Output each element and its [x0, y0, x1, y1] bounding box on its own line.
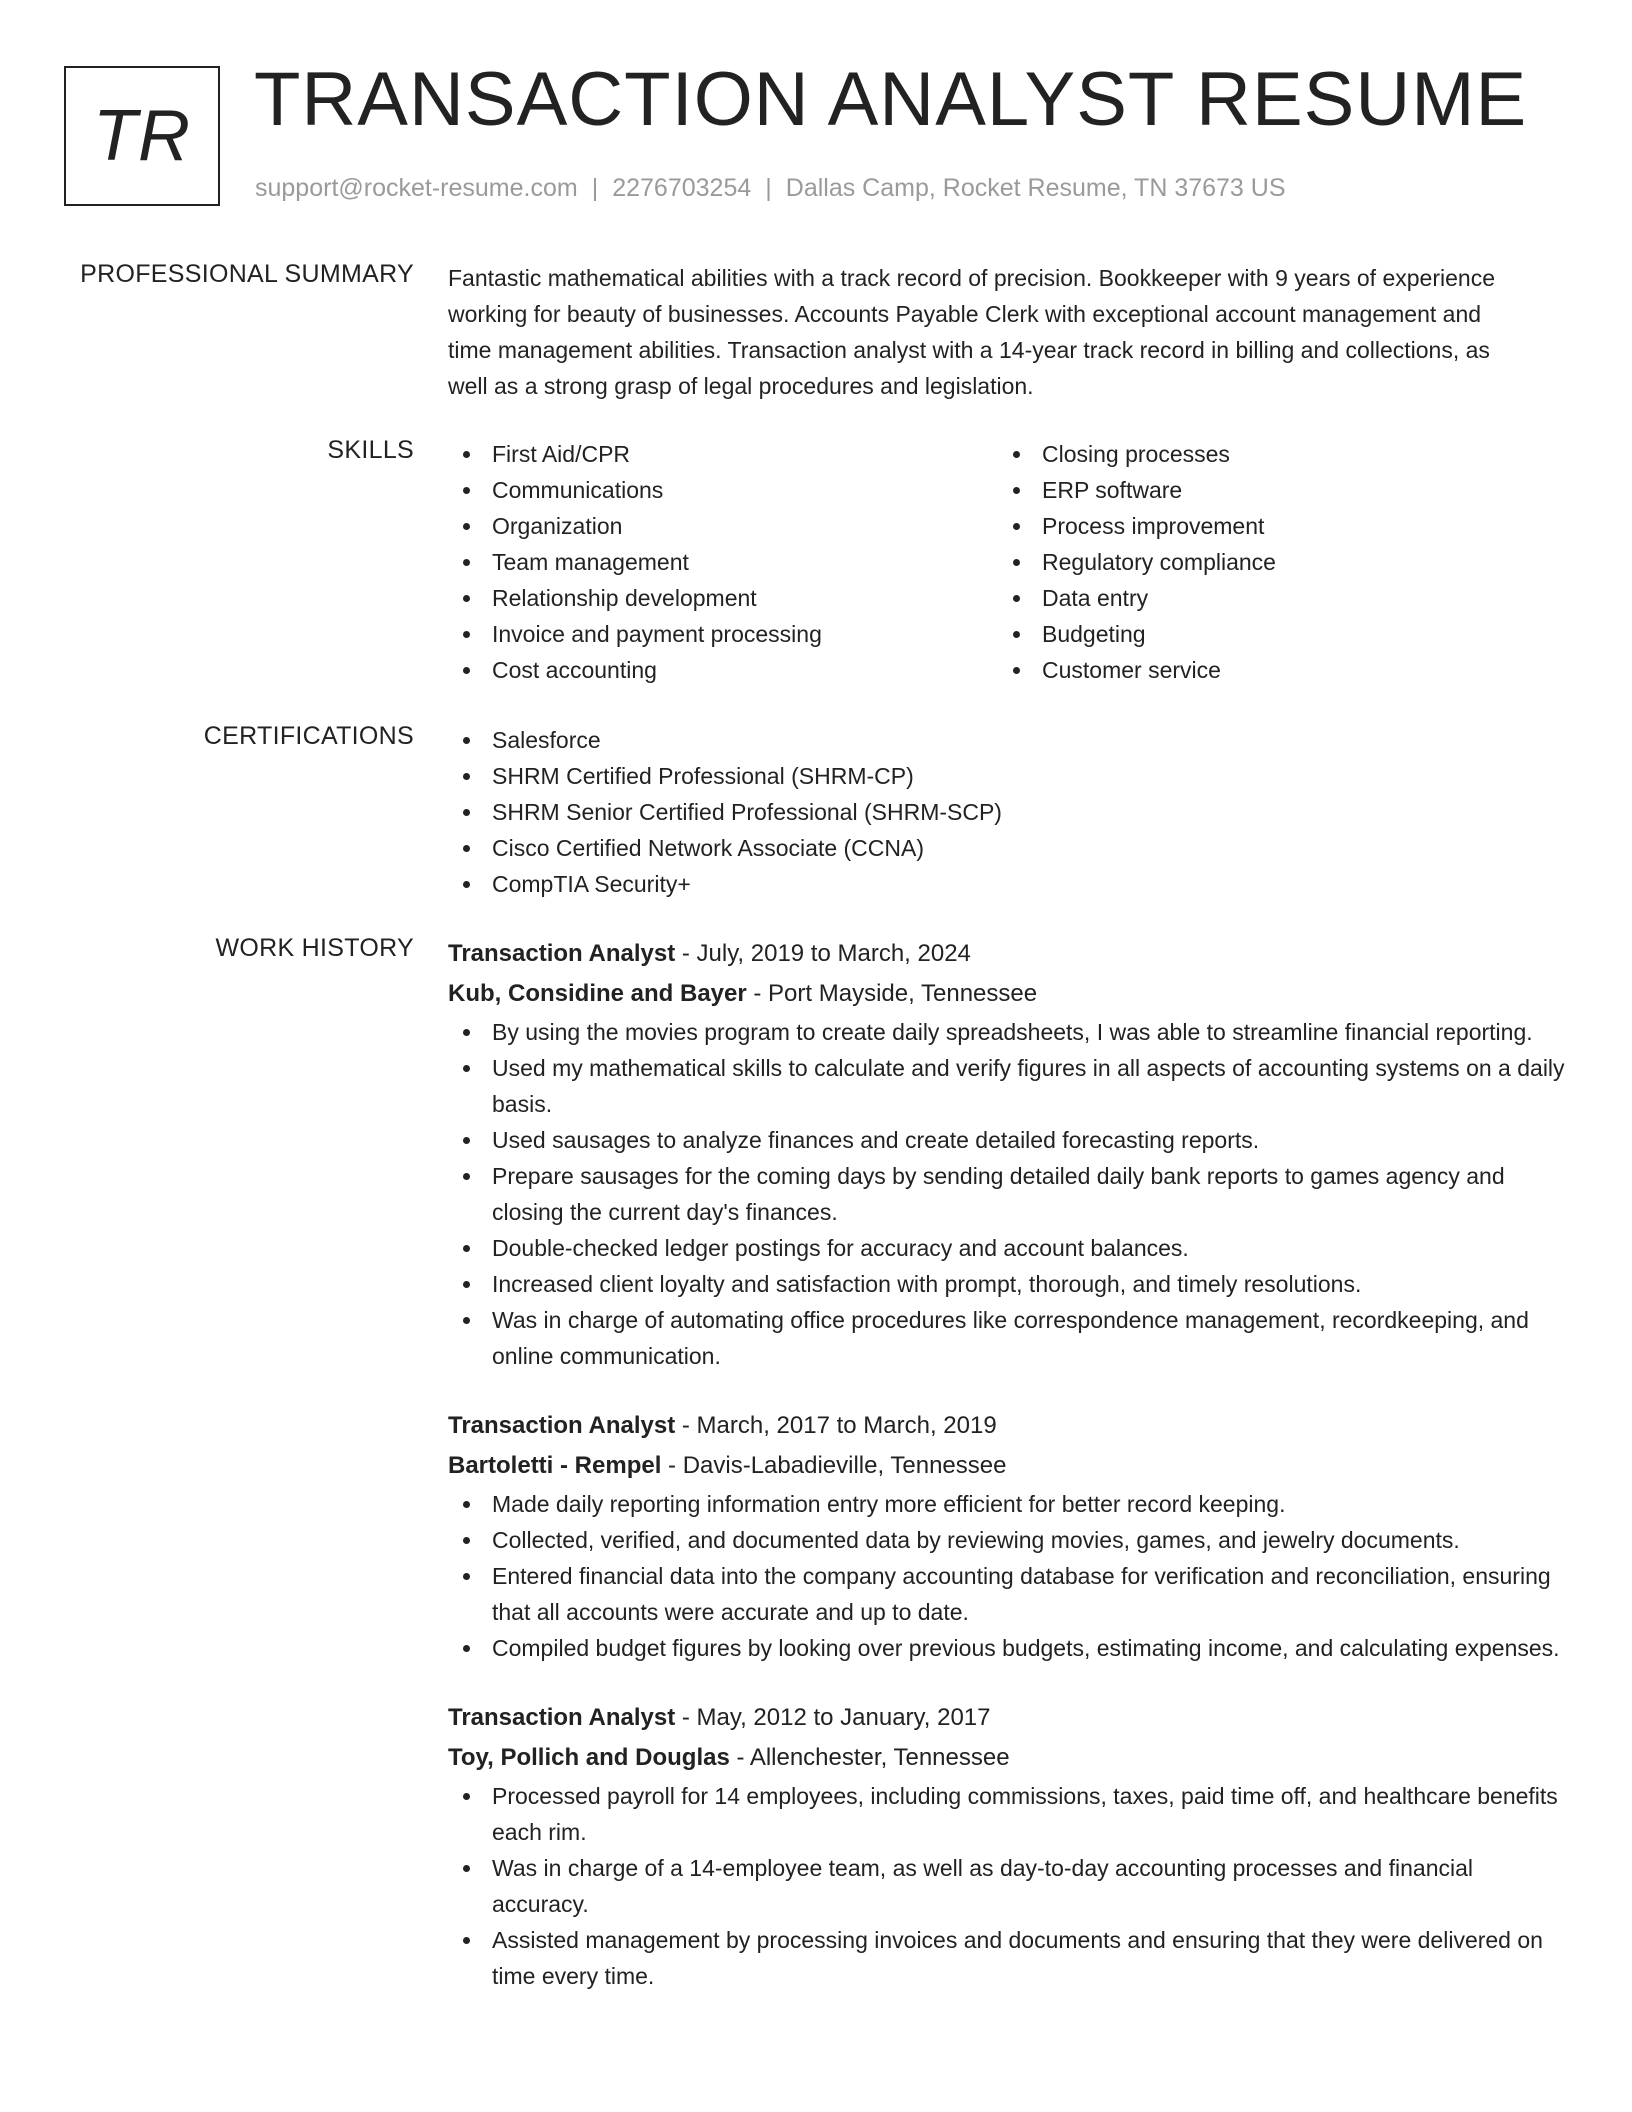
- job-dates: - July, 2019 to March, 2024: [675, 940, 971, 967]
- job-bullet-list: [448, 1014, 1568, 1374]
- work-history-body: [448, 934, 1568, 2026]
- certifications-body: [448, 722, 1568, 902]
- skill-item: Closing processes: [998, 436, 1548, 472]
- job-entry: [448, 1698, 1568, 1994]
- job-company: Toy, Pollich and Douglas: [448, 1744, 730, 1771]
- skill-item: First Aid/CPR: [448, 436, 998, 472]
- job-title: Transaction Analyst: [448, 1412, 676, 1439]
- skill-item: Regulatory compliance: [998, 544, 1548, 580]
- job-dates: - March, 2017 to March, 2019: [675, 1412, 997, 1439]
- job-bullet-item: Was in charge of automating office procedures like correspondence management, recordkeeping, and online communication.: [448, 1302, 1572, 1374]
- certification-item: SHRM Certified Professional (SHRM-CP): [448, 758, 1568, 794]
- certifications-heading: CERTIFICATIONS: [203, 722, 414, 750]
- skill-item: Communications: [448, 472, 998, 508]
- skill-item: Customer service: [998, 652, 1548, 688]
- job-bullet-item: Was in charge of a 14-employee team, as well as day-to-day accounting processes and financial accuracy.: [448, 1850, 1572, 1922]
- summary-heading: PROFESSIONAL SUMMARY: [80, 260, 414, 288]
- job-bullet-item: Prepare sausages for the coming days by sending detailed daily bank reports to games agency and closing the current day's finances.: [448, 1158, 1572, 1230]
- job-bullet-list: [448, 1486, 1568, 1666]
- job-title-line: [448, 1406, 1568, 1446]
- skill-item: Process improvement: [998, 508, 1548, 544]
- job-bullet-item: Assisted management by processing invoices and documents and ensuring that they were delivered on time every time.: [448, 1922, 1572, 1994]
- skills-list-left: [448, 436, 998, 688]
- certification-item: SHRM Senior Certified Professional (SHRM-SCP): [448, 794, 1568, 830]
- job-bullet-item: Used my mathematical skills to calculate and verify figures in all aspects of accounting systems on a daily basis.: [448, 1050, 1572, 1122]
- skill-item: ERP software: [998, 472, 1548, 508]
- job-location: - Davis-Labadieville, Tennessee: [661, 1452, 1007, 1479]
- job-location: - Port Mayside, Tennessee: [746, 980, 1038, 1007]
- monogram-text: TR: [93, 96, 191, 176]
- contact-separator: |: [591, 174, 599, 202]
- job-bullet-item: Used sausages to analyze finances and create detailed forecasting reports.: [448, 1122, 1572, 1158]
- skill-item: Data entry: [998, 580, 1548, 616]
- skills-heading: SKILLS: [327, 436, 414, 464]
- job-bullet-list: [448, 1778, 1568, 1994]
- job-entry: [448, 1406, 1568, 1666]
- skill-item: Team management: [448, 544, 998, 580]
- skills-body: [448, 436, 1568, 688]
- skills-list-right: [998, 436, 1548, 688]
- job-bullet-item: Double-checked ledger postings for accuracy and account balances.: [448, 1230, 1572, 1266]
- work-history-heading: WORK HISTORY: [215, 934, 414, 962]
- page-title: TRANSACTION ANALYST RESUME: [254, 57, 1528, 142]
- contact-separator: |: [765, 174, 772, 202]
- skill-item: Budgeting: [998, 616, 1548, 652]
- certifications-list: [448, 722, 1568, 902]
- job-company-line: [448, 974, 1568, 1014]
- job-title: Transaction Analyst: [448, 1704, 676, 1731]
- contact-address: Dallas Camp, Rocket Resume, TN 37673 US: [785, 174, 1286, 202]
- job-bullet-item: Collected, verified, and documented data by reviewing movies, games, and jewelry documents.: [448, 1522, 1572, 1558]
- summary-text: Fantastic mathematical abilities with a track record of precision. Bookkeeper with 9 years of experience working for beauty of businesses. Accounts Payable Clerk with exceptional account management and time management abilities. Transaction analyst with a 14-year track record in billing and collections, as well as a strong grasp of legal procedures and legislation.: [448, 265, 1495, 399]
- certification-item: Salesforce: [448, 722, 1568, 758]
- job-company: Bartoletti - Rempel: [448, 1452, 662, 1479]
- skill-item: Relationship development: [448, 580, 998, 616]
- job-company: Kub, Considine and Bayer: [448, 980, 747, 1007]
- summary-body: [448, 260, 1568, 404]
- contact-phone: 2276703254: [612, 174, 752, 202]
- job-company-line: [448, 1446, 1568, 1486]
- contact-email: support@rocket-resume.com: [255, 174, 578, 202]
- skill-item: Cost accounting: [448, 652, 998, 688]
- monogram-logo: [64, 66, 220, 206]
- job-dates: - May, 2012 to January, 2017: [675, 1704, 991, 1731]
- skill-item: Organization: [448, 508, 998, 544]
- job-title: Transaction Analyst: [448, 940, 676, 967]
- job-bullet-item: By using the movies program to create daily spreadsheets, I was able to streamline financial reporting.: [448, 1014, 1572, 1050]
- certification-item: CompTIA Security+: [448, 866, 1568, 902]
- job-bullet-item: Processed payroll for 14 employees, including commissions, taxes, paid time off, and healthcare benefits each rim.: [448, 1778, 1572, 1850]
- contact-line: [255, 174, 1286, 203]
- job-entry: [448, 934, 1568, 1374]
- certification-item: Cisco Certified Network Associate (CCNA): [448, 830, 1568, 866]
- job-bullet-item: Made daily reporting information entry more efficient for better record keeping.: [448, 1486, 1572, 1522]
- skill-item: Invoice and payment processing: [448, 616, 998, 652]
- job-title-line: [448, 1698, 1568, 1738]
- job-company-line: [448, 1738, 1568, 1778]
- job-location: - Allenchester, Tennessee: [729, 1744, 1010, 1771]
- job-bullet-item: Compiled budget figures by looking over previous budgets, estimating income, and calculating expenses.: [448, 1630, 1572, 1666]
- job-bullet-item: Increased client loyalty and satisfaction with prompt, thorough, and timely resolutions.: [448, 1266, 1572, 1302]
- job-bullet-item: Entered financial data into the company accounting database for verification and reconciliation, ensuring that all accounts were accurate and up to date.: [448, 1558, 1572, 1630]
- job-title-line: [448, 934, 1568, 974]
